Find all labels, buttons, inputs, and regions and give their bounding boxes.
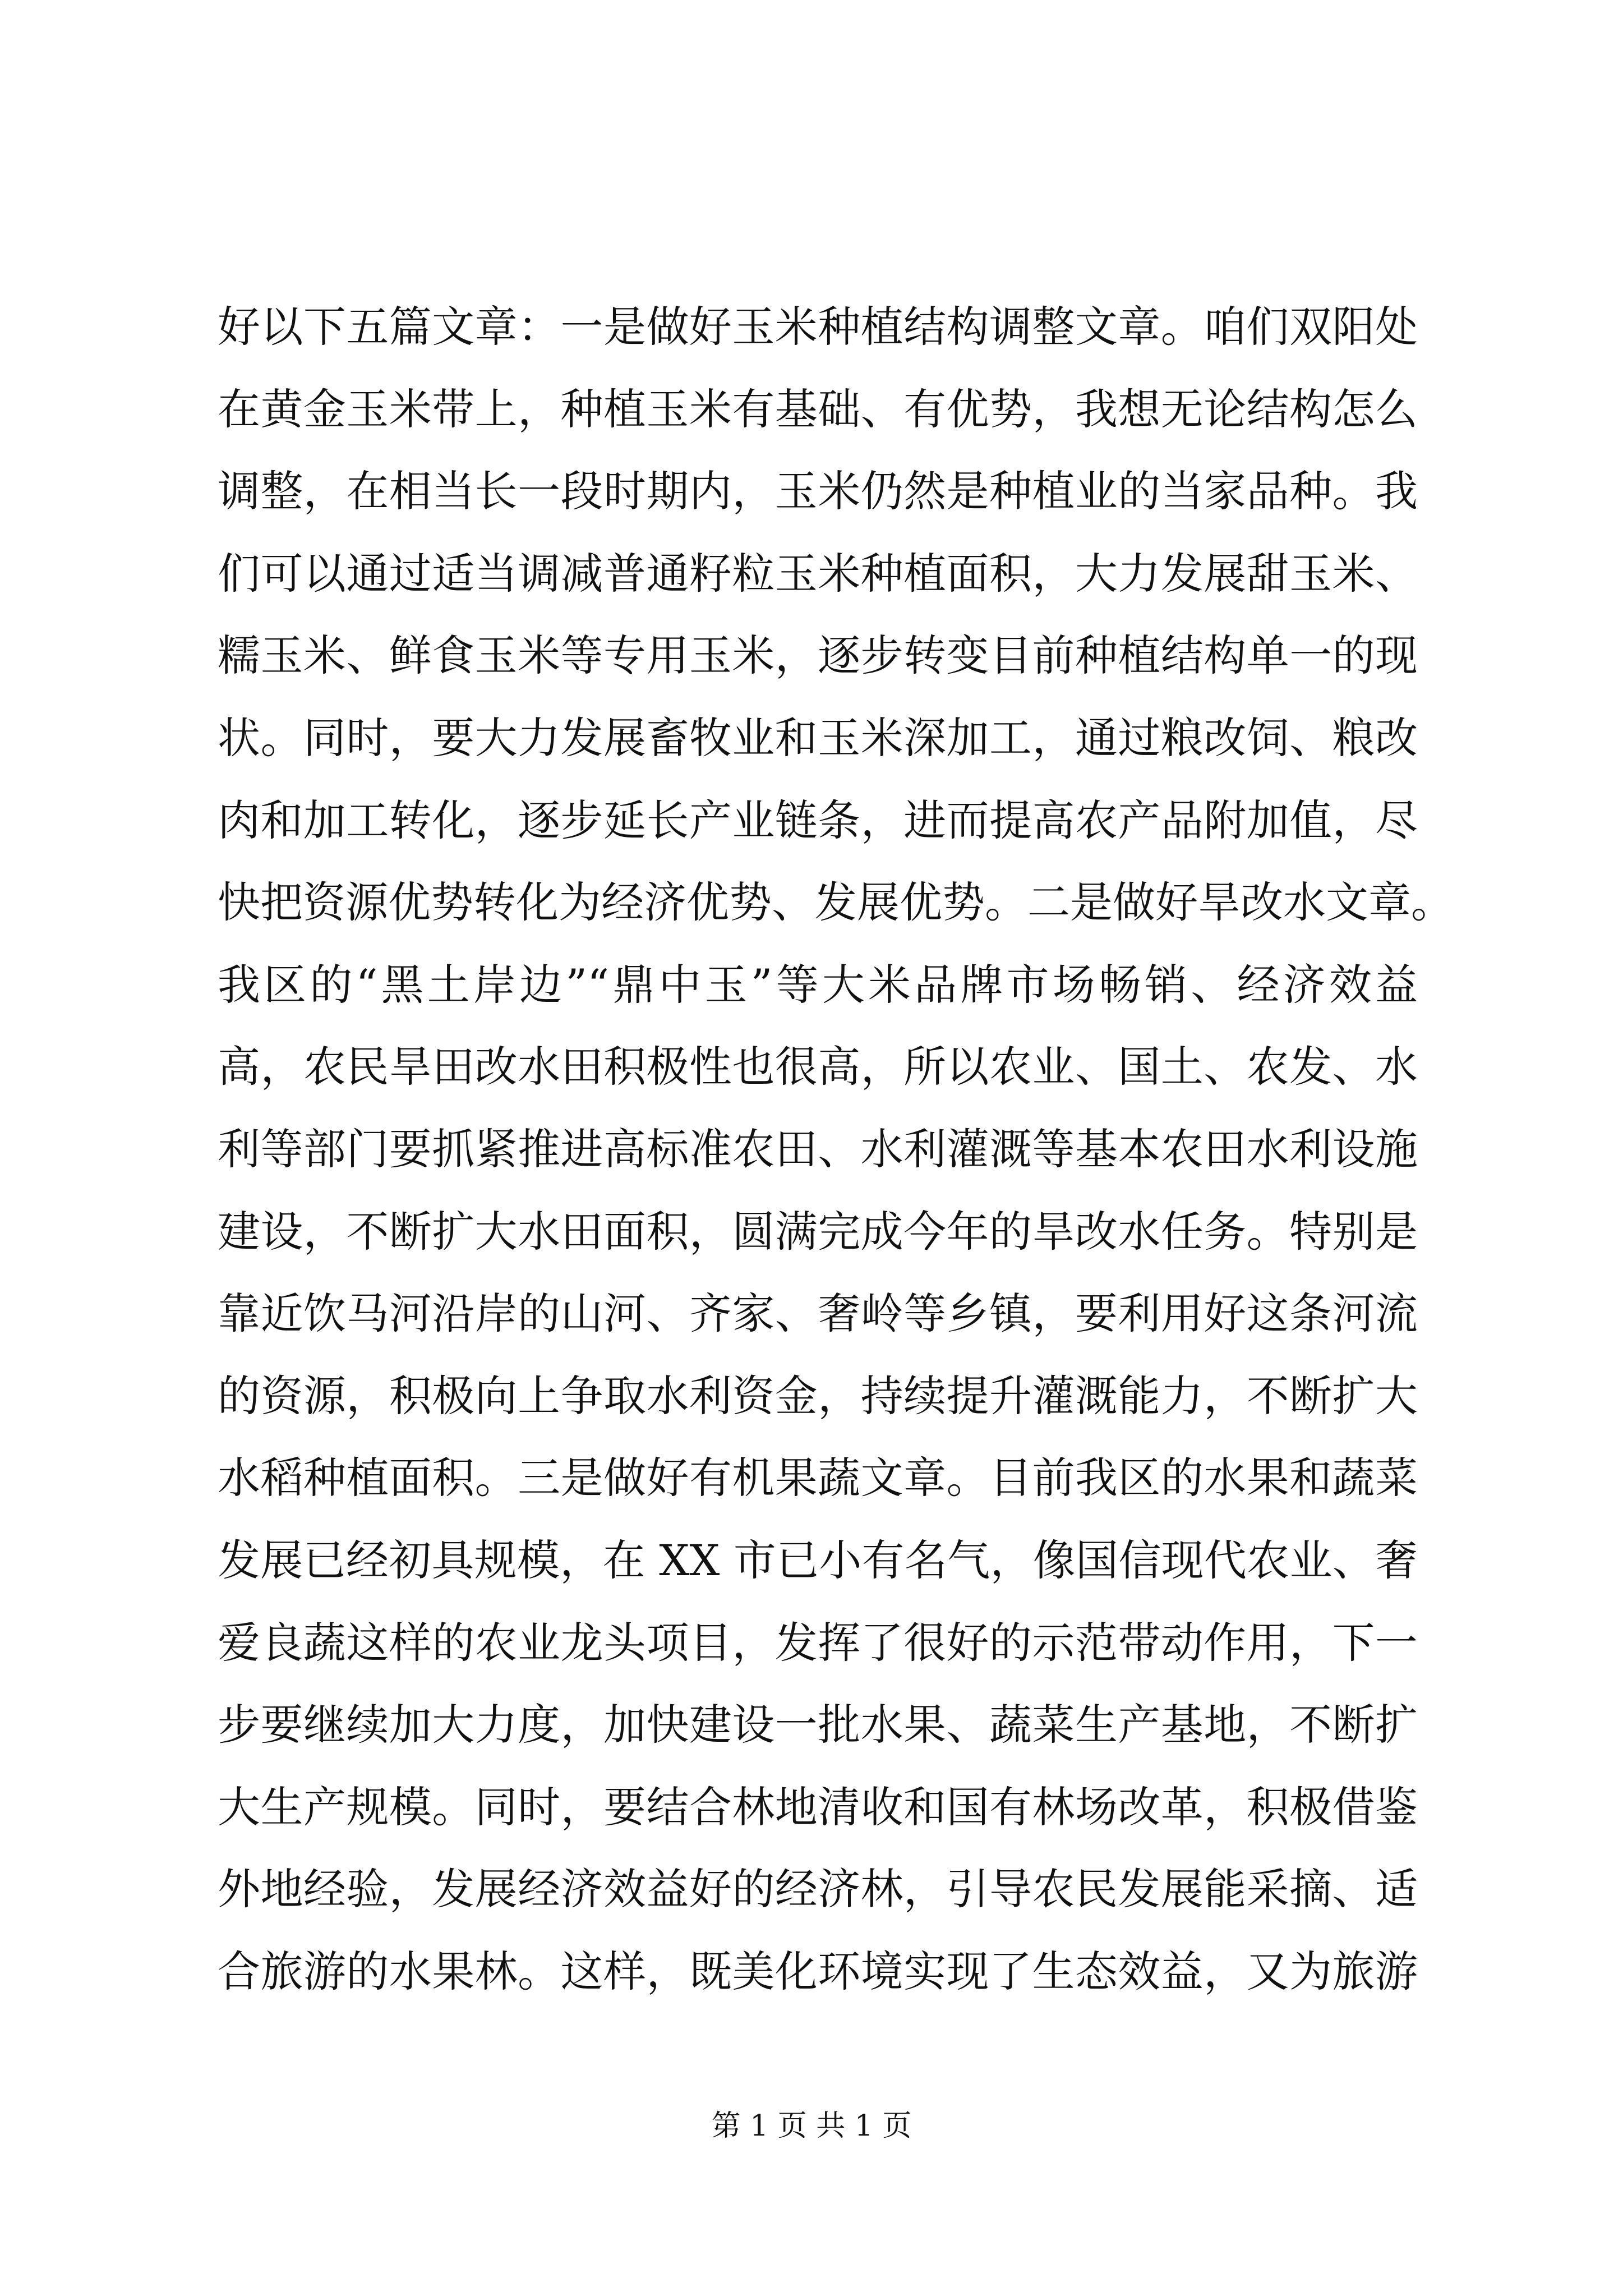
text-line: 高，农民旱田改水田积极性也很高，所以农业、国土、农发、水: [218, 1042, 1418, 1092]
text-line: 水稻种植面积。三是做好有机果蔬文章。目前我区的水果和蔬菜: [218, 1453, 1418, 1503]
text-line: 靠近饮马河沿岸的山河、齐家、奢岭等乡镇，要利用好这条河流: [218, 1289, 1418, 1339]
text-line: 状。同时，要大力发展畜牧业和玉米深加工，通过粮改饲、粮改: [218, 712, 1418, 763]
page-number-label: 第 1 页 共 1 页: [711, 2109, 912, 2143]
text-line: 利等部门要抓紧推进高标准农田、水利灌溉等基本农田水利设施: [218, 1124, 1418, 1174]
text-line: 建设，不断扩大水田面积，圆满完成今年的旱改水任务。特别是: [218, 1206, 1418, 1257]
text-line: 快把资源优势转化为经济优势、发展优势。二是做好旱改水文章。: [218, 877, 1454, 928]
text-line: 外地经验，发展经济效益好的经济林，引导农民发展能采摘、适: [218, 1864, 1418, 1915]
text-line: 们可以通过适当调减普通籽粒玉米种植面积，大力发展甜玉米、: [218, 548, 1418, 599]
page-footer: [0, 2106, 1623, 2146]
text-line: 肉和加工转化，逐步延长产业链条，进而提高农产品附加值，尽: [218, 795, 1418, 845]
text-line: 糯玉米、鲜食玉米等专用玉米，逐步转变目前种植结构单一的现: [218, 631, 1418, 681]
text-line: 我区的“黑土岸边”“鼎中玉”等大米品牌市场畅销、经济效益: [218, 959, 1418, 1010]
text-line: 在黄金玉米带上，种植玉米有基础、有优势，我想无论结构怎么: [218, 384, 1418, 434]
body-text: [218, 286, 1454, 2013]
text-line: 合旅游的水果林。这样，既美化环境实现了生态效益，又为旅游: [218, 1946, 1418, 1996]
text-line: 爱良蔬这样的农业龙头项目，发挥了很好的示范带动作用，下一: [218, 1617, 1418, 1668]
text-line: 步要继续加大力度，加快建设一批水果、蔬菜生产基地，不断扩: [218, 1700, 1418, 1750]
text-line: 发展已经初具规模，在 XX 市已小有名气，像国信现代农业、奢: [218, 1535, 1418, 1585]
text-line: 调整，在相当长一段时期内，玉米仍然是种植业的当家品种。我: [218, 466, 1418, 517]
text-line: 好以下五篇文章：一是做好玉米种植结构调整文章。咱们双阳处: [218, 302, 1418, 352]
text-line: 的资源，积极向上争取水利资金，持续提升灌溉能力，不断扩大: [218, 1370, 1418, 1421]
text-line: 大生产规模。同时，要结合林地清收和国有林场改革，积极借鉴: [218, 1782, 1418, 1832]
